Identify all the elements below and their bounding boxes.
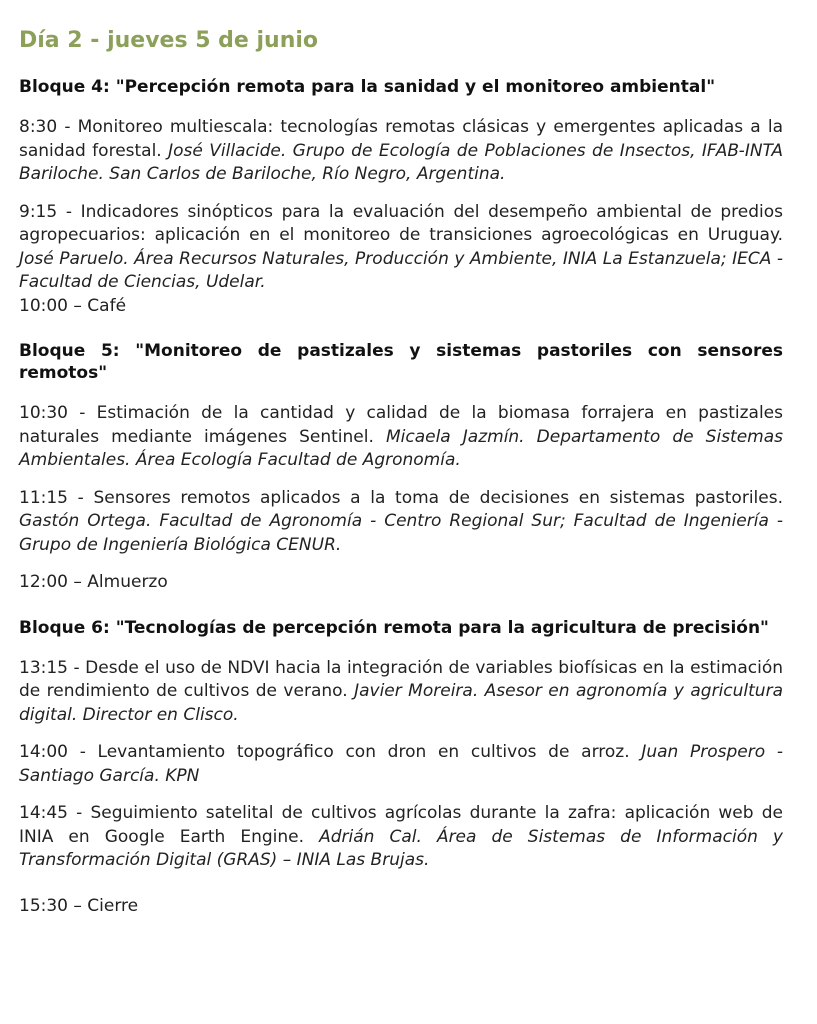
talk-item <box>19 201 783 295</box>
block-5 <box>19 340 783 595</box>
talk-author: Micaela Jazmín. Departamento de Sistemas Ambientales. Área Ecología Facultad de Agronomía. <box>19 426 784 470</box>
talk-author: José Villacide. Grupo de Ecología de Poblaciones de Insectos, IFAB-INTA Bariloche. San Carlos de Bariloche, Río Negro, Argentina. <box>19 140 784 184</box>
break-item: 15:30 – Cierre <box>19 895 139 916</box>
talk-title: 14:45 - Seguimiento satelital de cultivos agrícolas durante la zafra: aplicación web de INIA en Google Earth Engine. <box>19 803 783 847</box>
talk-title: 8:30 - Monitoreo multiescala: tecnologías remotas clásicas y emergentes aplicadas a la sanidad forestal. <box>19 117 783 161</box>
block-6 <box>19 617 783 919</box>
talk-item <box>19 402 783 473</box>
talk-item <box>19 802 783 873</box>
talk-item <box>19 657 783 728</box>
talk-title: 10:30 - Estimación de la cantidad y calidad de la biomasa forrajera en pastizales naturales mediante imágenes Sentinel. <box>19 403 783 447</box>
break-item: 12:00 – Almuerzo <box>19 572 168 592</box>
talk-title: 11:15 - Sensores remotos aplicados a la toma de decisiones en sistemas pastoriles. <box>19 487 783 508</box>
talk-author: Adrián Cal. Área de Sistemas de Información y Transformación Digital (GRAS) – INIA Las Brujas. <box>19 826 783 870</box>
talk-title: 9:15 - Indicadores sinópticos para la evaluación del desempeño ambiental de predios agropecuarios: aplicación en el monitoreo de transiciones agroecológicas en Uruguay. <box>19 201 783 245</box>
talk-author: Gastón Ortega. Facultad de Agronomía - Centro Regional Sur; Facultad de Ingeniería -Grupo de Ingeniería Biológica CENUR. <box>19 511 783 555</box>
talk-author: José Paruelo. Área Recursos Naturales, Producción y Ambiente, INIA La Estanzuela; IECA - Facultad de Ciencias, Udelar. <box>19 248 783 292</box>
talk-title: 14:00 - Levantamiento topográfico con dron en cultivos de arroz. <box>19 742 630 762</box>
talk-author: Juan Prospero - Santiago García. KPN <box>19 742 784 786</box>
block-title: Bloque 5: "Monitoreo de pastizales y sistemas pastoriles con sensores remotos" <box>19 341 783 383</box>
talk-item <box>19 487 783 558</box>
talk-item <box>19 741 783 788</box>
talk-title: 13:15 - Desde el uso de NDVI hacia la integración de variables biofísicas en la estimación de rendimiento de cultivos de verano. <box>19 657 783 701</box>
break-item: 10:00 – Café <box>19 295 127 316</box>
block-title: Bloque 6: "Tecnologías de percepción remota para la agricultura de precisión" <box>19 617 769 638</box>
day-title: Día 2 - jueves 5 de junio <box>19 28 319 53</box>
talk-item <box>19 116 783 187</box>
talk-author: Javier Moreira. Asesor en agronomía y agricultura digital. Director en Clisco. <box>19 681 783 725</box>
block-4 <box>19 76 783 318</box>
block-title: Bloque 4: "Percepción remota para la sanidad y el monitoreo ambiental" <box>19 77 716 97</box>
